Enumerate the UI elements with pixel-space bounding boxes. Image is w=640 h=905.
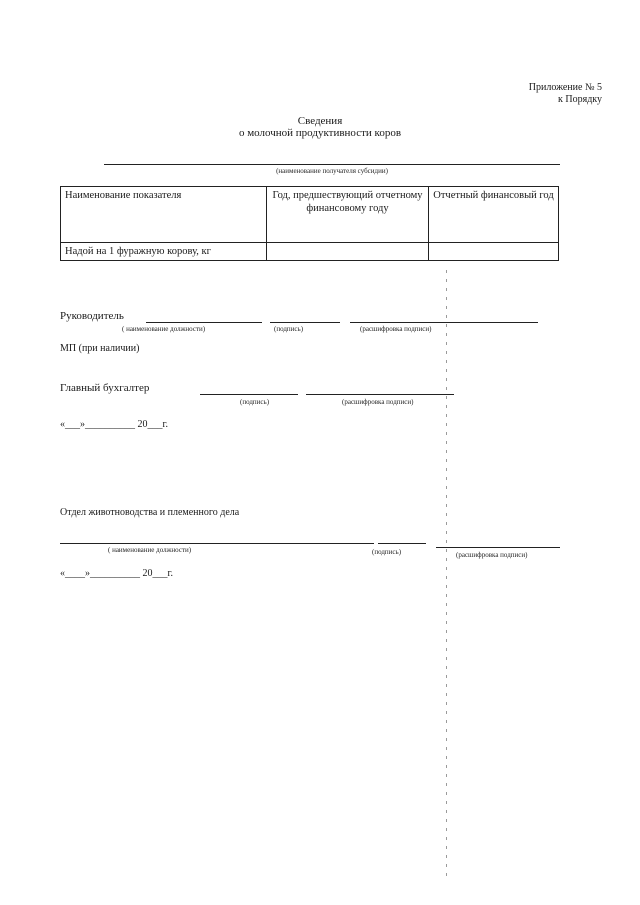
department-decoding-line	[436, 547, 560, 548]
head-decoding-line	[350, 322, 538, 323]
department-label: Отдел животноводства и племенного дела	[60, 507, 240, 518]
head-position-caption: ( наименование должности)	[122, 325, 206, 333]
header-previous-year: Год, предшествующий отчетному финансовому году	[267, 187, 429, 243]
department-position-line	[60, 543, 374, 544]
fold-dotted-line	[446, 270, 447, 880]
table-row	[61, 243, 559, 261]
seal-label: МП (при наличии)	[60, 343, 140, 354]
head-signature-caption: (подпись)	[274, 325, 304, 333]
accountant-decoding-line	[306, 394, 454, 395]
department-signature-caption: (подпись)	[372, 548, 402, 556]
document-title: Сведения	[297, 115, 343, 127]
department-date-line: «____»__________ 20___г.	[60, 568, 173, 579]
row-reporting-year-value	[429, 243, 559, 261]
head-decoding-caption: (расшифровка подписи)	[360, 325, 432, 333]
head-signature-line	[270, 322, 340, 323]
accountant-decoding-caption: (расшифровка подписи)	[342, 398, 414, 406]
accountant-date-line: «___»__________ 20___г.	[60, 419, 168, 430]
department-position-caption: ( наименование должности)	[108, 546, 192, 554]
appendix-label: Приложение № 5	[528, 82, 602, 93]
department-decoding-caption: (расшифровка подписи)	[456, 551, 528, 559]
row-indicator-name: Надой на 1 фуражную корову, кг	[61, 243, 267, 261]
head-position-line	[146, 322, 262, 323]
table-header-row	[61, 187, 559, 243]
document-subtitle: о молочной продуктивности коров	[238, 127, 402, 139]
recipient-caption: (наименование получателя субсидии)	[276, 167, 388, 175]
header-reporting-year: Отчетный финансовый год	[429, 187, 559, 243]
header-indicator-name: Наименование показателя	[61, 187, 267, 243]
indicator-table	[60, 186, 559, 261]
accountant-signature-caption: (подпись)	[240, 398, 270, 406]
order-reference: к Порядку	[558, 94, 602, 105]
department-signature-line	[378, 543, 426, 544]
row-previous-year-value	[267, 243, 429, 261]
recipient-underline	[104, 164, 560, 165]
head-label: Руководитель	[60, 310, 124, 322]
accountant-label: Главный бухгалтер	[60, 382, 150, 394]
accountant-signature-line	[200, 394, 298, 395]
